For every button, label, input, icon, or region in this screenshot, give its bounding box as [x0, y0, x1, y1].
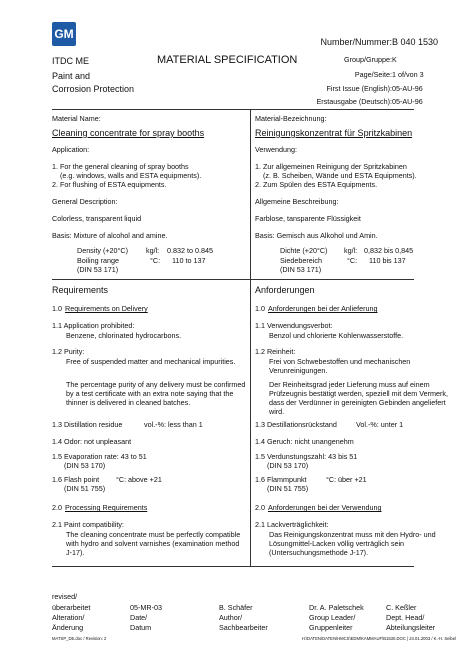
- abschnitt-1-2-text2: Der Reinheitsgrad jeder Lieferung muss auf einem Prüfzeugnis bestätigt werden, speziell mit dem Vermerk, dass der Verdünner in gereinigten Gebinden angeliefert wird.: [269, 380, 448, 416]
- abschnitt-1-5-din: (DIN 53 170): [267, 461, 309, 470]
- abschnitt-2-0-title: Anforderungen bei der Verwendung: [268, 503, 382, 512]
- abschnitt-1-1: 1.1 Verwendungsverbot:: [255, 321, 333, 330]
- section-1-6-din: (DIN 51 755): [64, 484, 106, 493]
- verwendung-item-2: 2. Zum Spülen des ESTA Equipments.: [255, 180, 378, 189]
- erstausgabe-value: 05-AU-96: [392, 97, 423, 106]
- dichte-unit: kg/l:: [344, 246, 358, 255]
- material-bezeichnung-label: Material-Bezeichnung:: [255, 114, 327, 123]
- material-bezeichnung: Reinigungskonzentrat für Spritzkabinen: [255, 128, 413, 138]
- datum-label: Datum: [130, 623, 152, 632]
- group-value: K: [392, 55, 397, 64]
- boiling-label: Boiling range: [77, 256, 119, 265]
- abschnitt-1-5: 1.5 Verdunstungszahl: 43 bis 51: [255, 452, 358, 461]
- verwendung-item-1: 1. Zur allgemeinen Reinigung der Spritzkabinen: [255, 162, 407, 171]
- basis-de: Basis: Gemisch aus Alkohol und Amin.: [255, 231, 378, 240]
- dichte-label: Dichte (+20°C): [280, 246, 328, 255]
- gruppenleiter-label: Gruppenleiter: [309, 623, 353, 632]
- number-value: B 040 1530: [392, 37, 439, 47]
- beschreibung: Farblose, tansparente Flüssigkeit: [255, 214, 361, 223]
- aenderung-label: Änderung: [52, 623, 84, 632]
- abschnitt-2-1: 2.1 Lackverträglichkeit:: [255, 520, 329, 529]
- erstausgabe-label: Erstausgabe (Deutsch):: [316, 97, 392, 106]
- section-1-0-number: 1.0: [52, 304, 62, 313]
- section-1-1: 1.1 Application prohibited:: [52, 321, 135, 330]
- section-1-5: 1.5 Evaporation rate: 43 to 51: [52, 452, 147, 461]
- doc-title: MATERIAL SPECIFICATION: [157, 54, 298, 66]
- general-description-label: General Description:: [52, 197, 118, 206]
- group-leader-name: Dr. A. Paletschek: [309, 603, 364, 612]
- application-item-1: 1. For the general cleaning of spray booths: [52, 162, 189, 171]
- density-unit: kg/l:: [146, 246, 160, 255]
- section-1-5-din: (DIN 53 170): [64, 461, 106, 470]
- revision-date: 05-MR-03: [130, 603, 162, 612]
- density-value: 0.832 to 0.845: [167, 246, 213, 255]
- abschnitt-1-6-value: °C: über +21: [326, 475, 367, 484]
- abschnitt-1-2-text: Frei von Schwebestoffen und mechanischen Verunreinigungen.: [269, 357, 411, 375]
- boiling-value: 110 to 137: [172, 256, 206, 265]
- section-1-3-value: vol.-%: less than 1: [144, 420, 203, 429]
- din-53171-de: (DIN 53 171): [280, 265, 322, 274]
- section-1-4: 1.4 Odor: not unpleasant: [52, 437, 132, 446]
- date-label: Date/: [130, 613, 148, 622]
- dept-line1: Paint and: [52, 71, 91, 81]
- first-issue-value: 05-AU-96: [392, 84, 423, 93]
- siedebereich-value: 110 bis 137: [369, 256, 406, 265]
- siedebereich-unit: °C:: [347, 256, 358, 265]
- beschreibung-label: Allgemeine Beschreibung:: [255, 197, 339, 206]
- section-1-2-text2: The percentage purity of any delivery must be confirmed by a test certificate with an extra note saying that the thinner is delivered in cleaned batches.: [66, 380, 246, 407]
- material-name: Cleaning concentrate for spray booths: [52, 128, 205, 138]
- section-1-0-title: Requirements on Delivery: [65, 304, 148, 313]
- abschnitt-1-3-value: Vol.-%: unter 1: [356, 420, 404, 429]
- abschnitt-1-4: 1.4 Geruch: nicht unangenehm: [255, 437, 354, 446]
- section-2-0-title: Processing Requirements: [65, 503, 148, 512]
- application-label: Application:: [52, 145, 90, 154]
- group-leader-label: Group Leader/: [309, 613, 356, 622]
- file-revision-note: MATSP_DE.doc / Revision: 2: [52, 636, 107, 641]
- section-1-1-text: Benzene, chlorinated hydrocarbons.: [66, 331, 182, 340]
- verwendung-item-1-detail: (z. B. Scheiben, Wände und ESTA Equipments).: [263, 171, 417, 180]
- dichte-value: 0,832 bis 0,845: [364, 246, 414, 255]
- abschnitt-2-0-number: 2.0: [255, 503, 265, 512]
- author-label: Author/: [219, 613, 243, 622]
- section-2-1: 2.1 Paint compatibility:: [52, 520, 124, 529]
- footer-divider: [52, 566, 414, 567]
- abschnitt-1-0-title: Anforderungen bei der Anlieferung: [268, 304, 378, 313]
- section-divider: [52, 279, 414, 280]
- abschnitt-2-1-text: Das Reinigungskonzentrat muss mit den Hydro- und Lösungmittel-Lacken völlig verträglich sein (Untersuchungsmethode J-17).: [269, 530, 436, 557]
- abteilungsleiter-label: Abteilungsleiter: [386, 623, 436, 632]
- siedebereich-label: Siedebereich: [280, 256, 322, 265]
- section-2-0-number: 2.0: [52, 503, 62, 512]
- density-label: Density (+20°C): [77, 246, 129, 255]
- material-name-label: Material Name:: [52, 114, 101, 123]
- abschnitt-1-0-number: 1.0: [255, 304, 265, 313]
- section-1-6-value: °C: above +21: [116, 475, 162, 484]
- boiling-unit: °C:: [150, 256, 161, 265]
- page-label: Page/Seite:: [354, 70, 392, 79]
- group-label: Group/Gruppe:: [344, 55, 392, 64]
- application-item-1-detail: (e.g. windows, walls and ESTA equipments).: [60, 171, 202, 180]
- dept-head-name: C. Keßler: [386, 603, 417, 612]
- column-divider-bottom: [250, 279, 251, 566]
- first-issue-label: First Issue (English):: [326, 84, 392, 93]
- anforderungen-heading: Anforderungen: [255, 285, 315, 295]
- section-2-1-text: The cleaning concentrate must be perfectly compatible with hydro and solvent varnishes (examination method J-17).: [66, 530, 241, 557]
- header-divider: [52, 109, 414, 110]
- section-1-2-text: Free of suspended matter and mechanical impurities.: [66, 357, 236, 366]
- section-1-3: 1.3 Distillation residue: [52, 420, 123, 429]
- basis: Basis: Mixture of alcohol and amine.: [52, 231, 168, 240]
- general-description: Colorless, transparent liquid: [52, 214, 142, 223]
- revised-label: revised/: [52, 592, 78, 601]
- section-1-2: 1.2 Purity:: [52, 347, 85, 356]
- application-item-2: 2. For flushing of ESTA equipments.: [52, 180, 167, 189]
- abschnitt-1-1-text: Benzol und chlorierte Kohlenwasserstoffe.: [269, 331, 404, 340]
- number-label: Number/Nummer:: [320, 37, 392, 47]
- din-53171: (DIN 53 171): [77, 265, 119, 274]
- abschnitt-1-3: 1.3 Destillationsrückstand: [255, 420, 337, 429]
- sachbearbeiter-label: Sachbearbeiter: [219, 623, 268, 632]
- abschnitt-1-6: 1.6 Flammpunkt: [255, 475, 307, 484]
- abschnitt-1-6-din: (DIN 51 755): [267, 484, 309, 493]
- requirements-heading: Requirements: [52, 285, 109, 295]
- abschnitt-1-2: 1.2 Reinheit:: [255, 347, 296, 356]
- ueberarbeitet-label: überarbeitet: [52, 603, 91, 612]
- org-name: ITDC ME: [52, 56, 89, 66]
- page-value: 1 of/von 3: [392, 70, 424, 79]
- section-1-6: 1.6 Flash point: [52, 475, 100, 484]
- author-name: B. Schäfer: [219, 603, 253, 612]
- gm-logo: GM: [52, 22, 76, 46]
- verwendung-label: Verwendung:: [255, 145, 297, 154]
- alteration-label: Alteration/: [52, 613, 85, 622]
- column-divider-top: [250, 109, 251, 279]
- file-path-note: H:\DATEN\DATEN\HMCS\EDM\KAMMAUF\B1530.DOC | 24.01.2003 / K.-H. Seibel: [301, 636, 456, 641]
- dept-head-label: Dept. Head/: [386, 613, 425, 622]
- dept-line2: Corrosion Protection: [52, 84, 135, 94]
